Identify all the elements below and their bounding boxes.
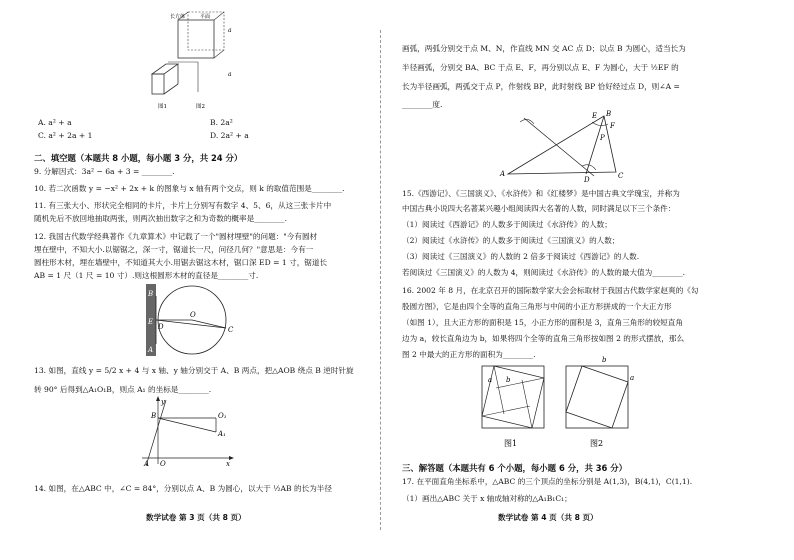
coord-label-a1: A₁ bbox=[218, 430, 226, 438]
q15-line4: （2）阅读过《水浒传》的人数多于阅读过《三国演义》的人数； bbox=[402, 236, 620, 245]
choice-a[interactable]: A. a² + a bbox=[38, 118, 72, 127]
q16-line1: 16. 2002 年 8 月，在北京召开的国际数学家大会会标取材于我国古代数学家赵爽的《勾 bbox=[402, 286, 699, 295]
q14-cont-line4: ________度. bbox=[402, 100, 443, 109]
figure1-zhao-square bbox=[480, 364, 550, 450]
q16-line3: （如图 1），且大正方形的面积是 15，小正方形的面积是 3，直角三角形的较短直角 bbox=[402, 318, 683, 327]
q15-line1: 15.《西游记》、《三国演义》、《水浒传》和《红楼梦》是中国古典文学瑰宝，并称为 bbox=[402, 189, 680, 198]
tri-label-f: F bbox=[610, 122, 615, 130]
choice-d[interactable]: D. 2a² + a bbox=[210, 131, 249, 140]
q17-line1: 17. 在平面直角坐标系中，△ABC 的三个顶点的坐标分别是 A(1,3)，B(4,1)，C(1,1). bbox=[402, 477, 693, 486]
wall-label-a: A bbox=[148, 346, 154, 354]
cuboid-label-4: 图1 bbox=[158, 104, 167, 110]
fig1-caption: 图1 bbox=[504, 439, 518, 448]
coord-label-a: A bbox=[144, 460, 150, 468]
cuboid-label-3: a bbox=[228, 27, 232, 34]
q10: 10. 若二次函数 y = −x² + 2x + k 的图象与 x 轴有两个交点，则 k 的取值范围是________. bbox=[34, 184, 345, 193]
choice-b[interactable]: B. 2a² bbox=[210, 118, 233, 127]
tri-label-e: E bbox=[592, 112, 598, 120]
right-page-footer: 数学试卷 第 4 页（共 8 页） bbox=[498, 513, 598, 522]
q14-line1: 14. 如图，在△ABC 中，∠C = 84°，分别以点 A、B 为圆心，以大于 ½AB 的长为半径 bbox=[34, 484, 332, 493]
coord-label-b: B bbox=[151, 412, 157, 420]
cuboid-figure bbox=[148, 12, 238, 110]
tri-label-a: A bbox=[500, 170, 506, 178]
cuboid-label-5: 图2 bbox=[196, 104, 205, 110]
q12-line1: 12. 我国古代数学经典著作《九章算术》中记载了一个"圆材埋壁"的问题："今有圆材 bbox=[34, 232, 318, 241]
coord-label-y: y bbox=[161, 398, 165, 406]
tri-label-b: B bbox=[606, 110, 612, 118]
q9: 9. 分解因式：3a² − 6a + 3 = ________. bbox=[34, 167, 175, 176]
right-page bbox=[384, 0, 794, 560]
section2-header: 二、填空题（本题共 8 小题，每小题 3 分，共 24 分） bbox=[34, 153, 243, 163]
figure2-big-square bbox=[562, 352, 642, 450]
cuboid-label-6: a bbox=[228, 71, 232, 78]
triangle-construction-figure bbox=[500, 110, 624, 184]
coord-label-o1: O₁ bbox=[218, 412, 227, 420]
q15-line5: （3）阅读过《三国演义》的人数的 2 倍多于阅读过《西游记》的人数. bbox=[402, 252, 640, 261]
q15-line6: 若阅读过《三国演义》的人数为 4，则阅读过《水浒传》的人数的最大值为________. bbox=[402, 268, 686, 277]
wall-label-b: B bbox=[148, 290, 154, 298]
wall-label-c: C bbox=[228, 326, 234, 334]
fig2-caption: 图2 bbox=[590, 439, 604, 448]
tri-label-d: D bbox=[584, 176, 590, 184]
q15-line2: 中国古典小说四大名著某兴趣小组阅读四大名著的人数，同时满足以下三个条件： bbox=[402, 204, 676, 213]
left-page bbox=[0, 0, 378, 560]
cuboid-label-2: 平面 bbox=[200, 14, 211, 20]
circle-wall-figure bbox=[140, 282, 250, 362]
page-divider bbox=[380, 30, 381, 530]
wall-label-d: D bbox=[158, 323, 164, 331]
q14-cont-line3: 长为半径画弧，两弧交于点 P，作射线 BP，此时射线 BP 恰好经过点 D，则∠A = bbox=[402, 82, 680, 91]
q11-line1: 11. 有三张大小、形状完全相同的卡片，卡片上分别写有数字 4、5、6，从这三张卡片中 bbox=[34, 201, 332, 210]
wall-label-o: O bbox=[190, 311, 196, 319]
tri-label-c: C bbox=[618, 172, 624, 180]
q11-line2: 随机先后不放回地抽取两张，则两次抽出数字之和为奇数的概率是________. bbox=[34, 214, 288, 223]
q12-line4: AB = 1 尺（1 尺 = 10 寸）.则这根圆形木材的直径是________寸. bbox=[34, 271, 259, 280]
wall-label-e: E bbox=[148, 318, 154, 326]
fig2-label-a: a bbox=[630, 374, 635, 382]
fig2-label-b: b bbox=[602, 356, 607, 364]
q12-line2: 埋在壁中，不知大小.以锯锯之，深一寸，锯道长一尺，问径几何？"意思是：今有一 bbox=[34, 245, 314, 254]
cuboid-label-1: 长方体 bbox=[170, 14, 186, 20]
q12-line3: 圆柱形木材，埋在墙壁中，不知道其大小.用锯去锯这木材，锯口深 ED = 1 寸，锯道长 bbox=[34, 258, 328, 267]
section3-header: 三、解答题（本题共有 6 个小题，每小题 6 分，共 36 分） bbox=[402, 463, 628, 473]
coordinate-figure bbox=[142, 396, 234, 468]
fig1-label-b: b bbox=[506, 376, 511, 384]
q16-line2: 股圆方图》，它是由四个全等的直角三角形与中间的小正方形拼成的一个大正方形 bbox=[402, 302, 672, 311]
q14-cont-line1: 画弧，两弧分别交于点 M、N，作直线 MN 交 AC 点 D；以点 B 为圆心，适当长为 bbox=[402, 44, 686, 53]
left-page-footer: 数学试卷 第 3 页（共 8 页） bbox=[146, 513, 246, 522]
fig1-label-a: a bbox=[488, 376, 493, 384]
q16-line4: 边为 a，较长直角边为 b，如果将四个全等的直角三角形按如图 2 的形式摆放，那么 bbox=[402, 334, 685, 343]
coord-label-x: x bbox=[226, 460, 230, 468]
q15-line3: （1）阅读过《西游记》的人数多于阅读过《水浒传》的人数； bbox=[402, 220, 612, 229]
q17-line2: （1）画出△ABC 关于 x 轴成轴对称的△A₁B₁C₁； bbox=[402, 494, 572, 503]
q16-line5: 图 2 中最大的正方形的面积为________. bbox=[402, 350, 536, 359]
choice-c[interactable]: C. a² + 2a + 1 bbox=[38, 131, 93, 140]
coord-label-o: O bbox=[160, 460, 166, 468]
q13-line1: 13. 如图，直线 y = 5/2 x + 4 与 x 轴、y 轴分别交于 A、B 两点，把△AOB 绕点 B 逆时针旋 bbox=[34, 366, 354, 375]
tri-label-p: P bbox=[600, 134, 605, 142]
q13-line2: 转 90° 后得到△A₁O₁B，则点 A₁ 的坐标是________. bbox=[34, 385, 212, 394]
q14-cont-line2: 半径画弧，分别交 BA、BC 于点 E、F，再分别以点 E、F 为圆心，大于 ½EF 的 bbox=[402, 63, 679, 72]
